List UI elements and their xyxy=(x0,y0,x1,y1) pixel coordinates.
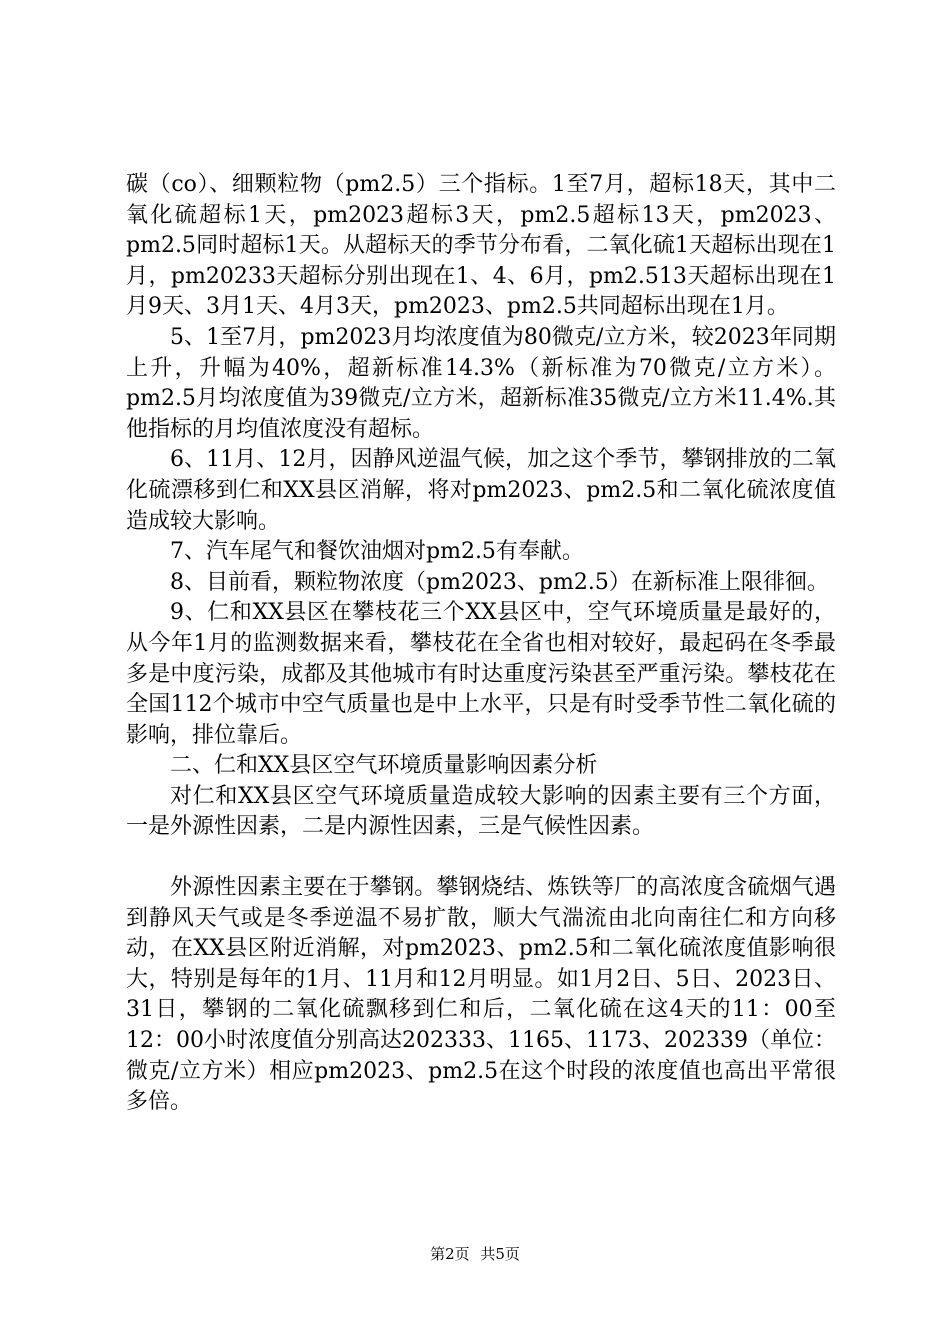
paragraph-item-7: 7、汽车尾气和餐饮油烟对pm2.5有奉献。 xyxy=(170,539,584,565)
paragraph-factors-intro: 对仁和XX县区空气环境质量造成较大影响的因素主要有三个方面，一是外源性因素，二是内源性因素，三是气候性因素。 xyxy=(126,783,836,840)
page-total: 共5页 xyxy=(480,1245,520,1263)
paragraph-item-5: 5、1至7月，pm2023月均浓度值为80微克/立方米，较2023年同期上升，升幅为40%，超新标准14.3%（新标准为70微克/立方米）。pm2.5月均浓度值为39微克/立方米，超新标准35微克/立方米11.4%.其他指标的月均值浓度没有超标。 xyxy=(126,324,836,442)
paragraph-item-8: 8、目前看，颗粒物浓度（pm2023、pm2.5）在新标准上限徘徊。 xyxy=(170,569,829,595)
page-number: 第2页 xyxy=(430,1245,470,1263)
section-heading-2: 二、仁和XX县区空气环境质量影响因素分析 xyxy=(170,753,598,779)
paragraph-external-factors: 外源性因素主要在于攀钢。攀钢烧结、炼铁等厂的高浓度含硫烟气遇到静风天气或是冬季逆温不易扩散，顺大气湍流由北向南往仁和方向移动，在XX县区附近消解，对pm2023、pm2.5和二氧化硫浓度值影响很大，特别是每年的1月、11月和12月明显。如1月2日、5日、2023日、31日，攀钢的二氧化硫飘移到仁和后，二氧化硫在这4天的11：00至12：00小时浓度值分别高达202333、1165、1173、202339（单位：微克/立方米）相应pm2023、pm2.5在这个时段的浓度值也高出平常很多倍。 xyxy=(126,875,836,1115)
paragraph-item-9: 9、仁和XX县区在攀枝花三个XX县区中，空气环境质量是最好的，从今年1月的监测数据来看，攀枝花在全省也相对较好，最起码在冬季最多是中度污染，成都及其他城市有时达重度污染甚至严重污染。攀枝花在全国112个城市中空气质量也是中上水平，只是有时受季节性二氧化硫的影响，排位靠后。 xyxy=(126,600,836,748)
paragraph-item-6: 6、11月、12月，因静风逆温气候，加之这个季节，攀钢排放的二氧化硫漂移到仁和XX县区消解，将对pm2023、pm2.5和二氧化硫浓度值造成较大影响。 xyxy=(126,447,836,534)
page-footer xyxy=(0,1244,950,1264)
paragraph-exceedance-summary: 碳（co）、细颗粒物（pm2.5）三个指标。1至7月，超标18天，其中二氧化硫超标1天，pm2023超标3天，pm2.5超标13天，pm2023、pm2.5同时超标1天。从超标天的季节分布看，二氧化硫1天超标出现在1月，pm20233天超标分别出现在1、4、6月，pm2.513天超标出现在1月9天、3月1天、4月3天，pm2023、pm2.5共同超标出现在1月。 xyxy=(126,172,836,320)
paragraph-spacer xyxy=(126,843,836,873)
document-body xyxy=(126,170,836,1118)
